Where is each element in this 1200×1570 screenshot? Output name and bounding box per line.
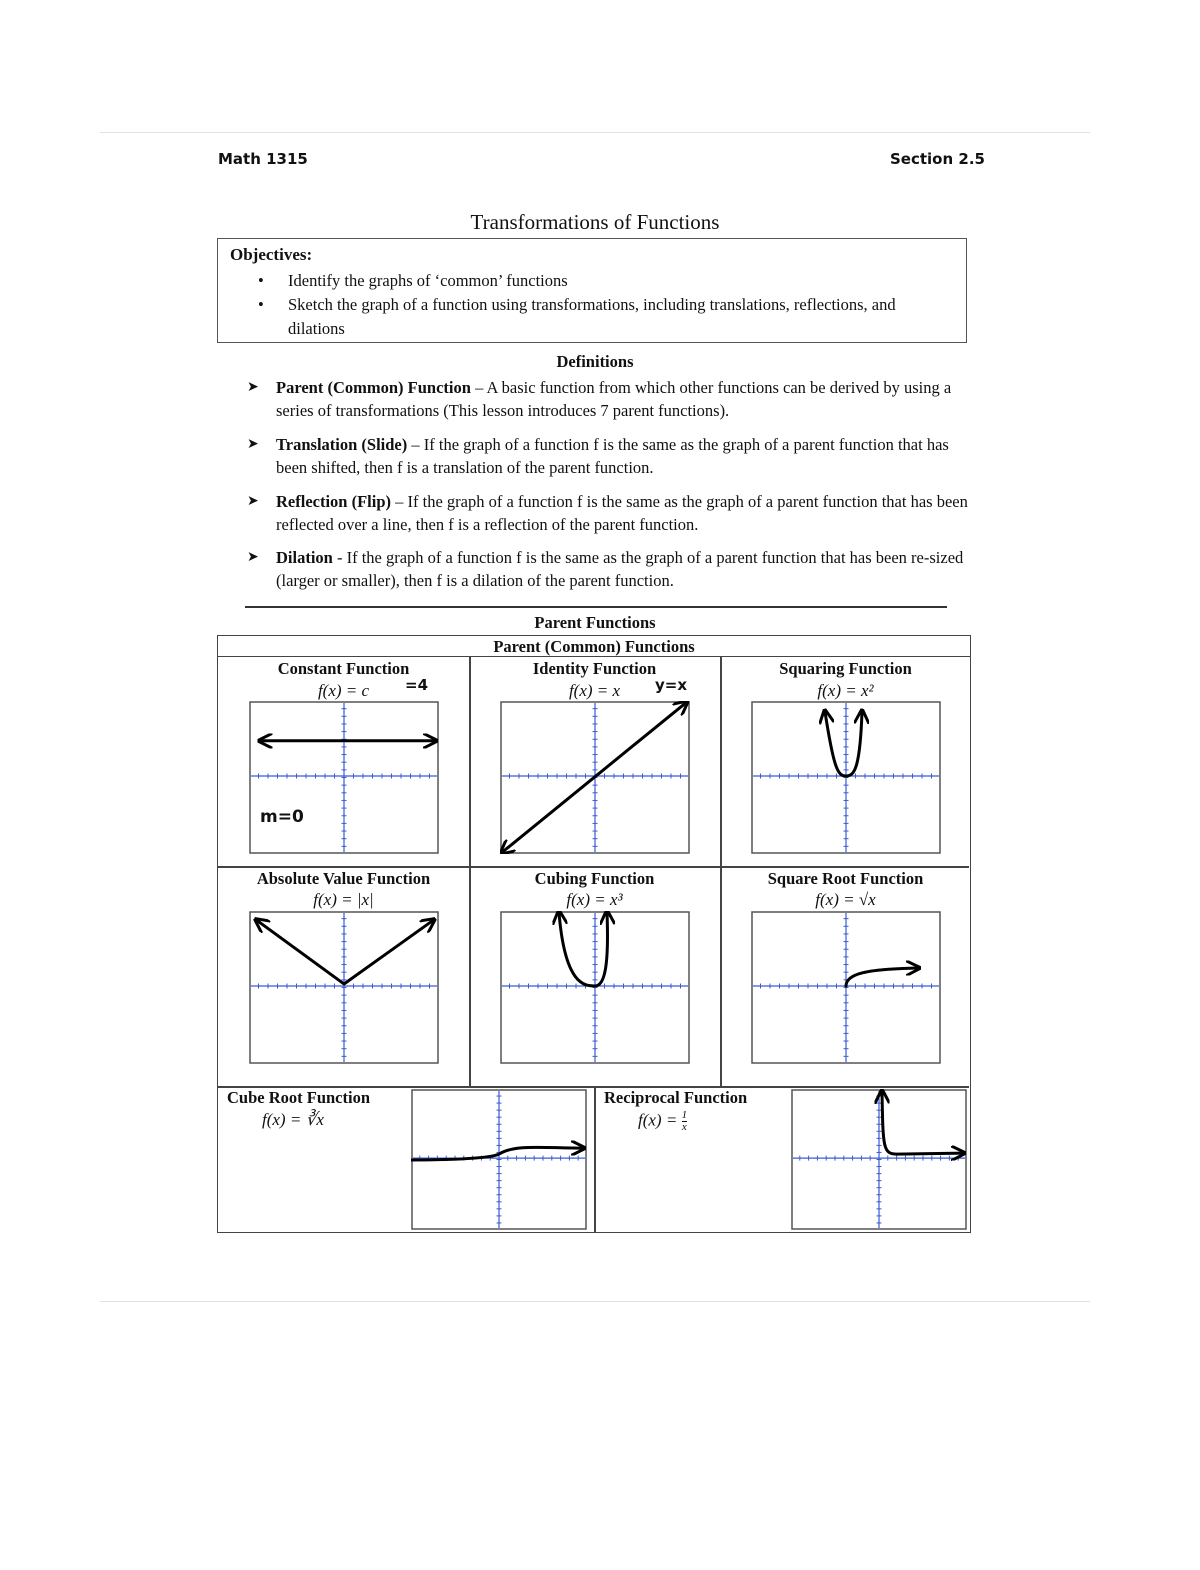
arrow-bullet-icon: ➤ bbox=[247, 494, 259, 509]
identity-function-graph bbox=[500, 701, 690, 854]
section-divider bbox=[245, 606, 947, 608]
handwritten-note: y=x bbox=[655, 676, 688, 694]
parent-functions-table bbox=[217, 635, 971, 1233]
cube-root-function-graph bbox=[411, 1089, 587, 1230]
cell-formula: f(x) = √x bbox=[815, 890, 876, 909]
definition-text: If the graph of a function f is the same as the graph of a parent function that has been re-sized (larger or smaller), then f is a dilation of the parent function. bbox=[276, 548, 964, 590]
definition-text: A basic function from which other functions can be derived by using a series of transformations (This lesson introduces 7 parent functions). bbox=[276, 378, 952, 420]
cell-title: Reciprocal Function bbox=[604, 1088, 748, 1107]
objectives-box bbox=[217, 238, 967, 343]
parent-functions-heading: Parent Functions bbox=[534, 613, 656, 632]
cell-title: Squaring Function bbox=[779, 659, 912, 678]
definition-item: ➤ Parent (Common) Function – A basic function from which other functions can be derived by using a series of transformations (This lesson introduces 7 parent functions). bbox=[247, 378, 952, 420]
definition-item: ➤ Dilation - If the graph of a function f is the same as the graph of a parent function that has been re-sized (larger or smaller), then f is a dilation of the parent function. bbox=[247, 548, 964, 590]
definition-term: Translation (Slide) bbox=[276, 435, 408, 454]
course-label: Math 1315 bbox=[218, 150, 308, 168]
section-label: Section 2.5 bbox=[890, 150, 985, 168]
objectives-list bbox=[258, 269, 948, 341]
cell-formula: f(x) = x² bbox=[817, 681, 874, 700]
constant-function-graph bbox=[249, 701, 439, 854]
definition-term: Parent (Common) Function bbox=[276, 378, 471, 397]
table-divider bbox=[594, 1086, 596, 1232]
cell-formula: f(x) = x bbox=[568, 681, 621, 700]
definition-term: Reflection (Flip) bbox=[276, 492, 392, 511]
cell-formula: f(x) = c bbox=[317, 681, 370, 700]
cubing-function-graph bbox=[500, 911, 690, 1064]
cell-title: Absolute Value Function bbox=[256, 869, 431, 888]
absolute-value-function-graph bbox=[249, 911, 439, 1064]
page-title: Transformations of Functions bbox=[470, 210, 720, 234]
definitions-heading: Definitions bbox=[556, 352, 634, 371]
definition-item: ➤ Translation (Slide) – If the graph of a function f is the same as the graph of a parent function that has been shifted, then f is a translation of the parent function. bbox=[247, 435, 949, 477]
objective-item: • Sketch the graph of a function using transformations, including translations, reflections, and dilations bbox=[258, 293, 948, 341]
definition-text: If the graph of a function f is the same as the graph of a parent function that has been reflected over a line, then f is a reflection of the parent function. bbox=[276, 492, 968, 534]
cell-title: Constant Function bbox=[277, 659, 410, 678]
reciprocal-function-graph bbox=[791, 1089, 967, 1230]
definition-item: ➤ Reflection (Flip) – If the graph of a function f is the same as the graph of a parent function that has been reflected over a line, then f is a reflection of the parent function. bbox=[247, 492, 968, 534]
cell-formula: f(x) = x³ bbox=[566, 890, 623, 909]
cell-formula: f(x) = |x| bbox=[313, 890, 374, 909]
cell-title: Square Root Function bbox=[767, 869, 924, 888]
squaring-function-graph bbox=[751, 701, 941, 854]
handwritten-note: m=0 bbox=[260, 807, 304, 827]
cell-title: Identity Function bbox=[532, 659, 657, 678]
objectives-heading: Objectives: bbox=[230, 245, 313, 264]
fraction: $\frac{1}{x}$ bbox=[681, 1109, 688, 1133]
arrow-bullet-icon: ➤ bbox=[247, 380, 259, 395]
table-divider bbox=[218, 866, 969, 868]
square-root-function-graph bbox=[751, 911, 941, 1064]
definition-term: Dilation bbox=[276, 548, 333, 567]
arrow-bullet-icon: ➤ bbox=[247, 437, 259, 452]
cell-formula: f(x) = ∛x bbox=[262, 1110, 324, 1129]
table-title: Parent (Common) Functions bbox=[218, 636, 970, 657]
handwritten-note: =4 bbox=[405, 676, 429, 694]
page-top-divider bbox=[100, 132, 1090, 133]
objective-item: • Identify the graphs of ‘common’ functions bbox=[258, 269, 948, 293]
definition-text: If the graph of a function f is the same as the graph of a parent function that has been shifted, then f is a translation of the parent function. bbox=[276, 435, 949, 477]
cell-title: Cubing Function bbox=[534, 869, 655, 888]
cell-title: Cube Root Function bbox=[227, 1088, 371, 1107]
page-bottom-divider bbox=[100, 1301, 1090, 1302]
arrow-bullet-icon: ➤ bbox=[247, 550, 259, 565]
cell-formula: f(x) = $\frac{1}{x}$ bbox=[638, 1109, 688, 1133]
